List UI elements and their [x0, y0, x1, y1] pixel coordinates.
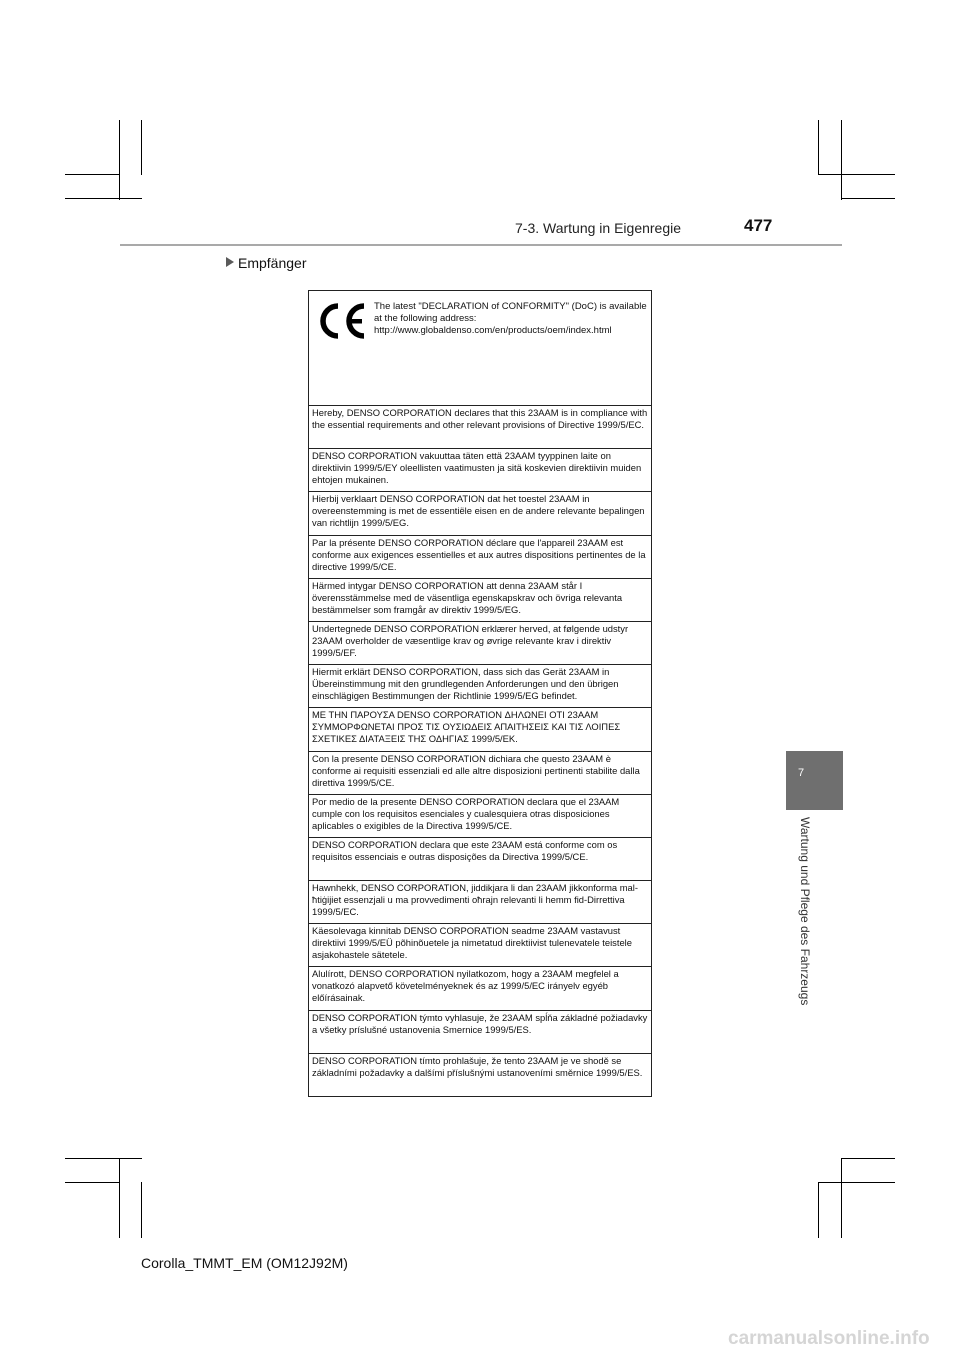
crop-mark [841, 1158, 842, 1238]
crop-mark [841, 198, 895, 199]
ce-mark-icon [319, 302, 367, 340]
chapter-tab [786, 751, 843, 810]
subheading-text: Empfänger [238, 255, 307, 271]
section-title: 7-3. Wartung in Eigenregie [515, 220, 682, 236]
crop-mark [141, 1182, 142, 1238]
declaration-dutch: Hierbij verklaart DENSO CORPORATION dat het toestel 23AAM in overeenstemming is met de essentiële eisen en de andere relevante bepalingen van richtlijn 1999/5/EG. [309, 492, 651, 535]
crop-mark [818, 120, 819, 175]
crop-mark [818, 1182, 819, 1238]
declaration-box [308, 290, 652, 1097]
crop-mark [818, 1182, 895, 1183]
declaration-czech: DENSO CORPORATION tímto prohlašuje, že tento 23AAM je ve shodě se základními požadavky a dalšími příslušnými ustanoveními směrnice 1999/5/ES. [312, 1054, 643, 1078]
declaration-english: Hereby, DENSO CORPORATION declares that this 23AAM is in compliance with the essential requirements and other relevant provisions of Directive 1999/5/EC. [309, 406, 651, 449]
declaration-portuguese: DENSO CORPORATION declara que este 23AAM está conforme com os requisitos essenciais e outras disposições da Directiva 1999/5/CE. [309, 838, 651, 881]
declaration-finnish: DENSO CORPORATION vakuuttaa täten että 23AAM tyyppinen laite on direktiivin 1999/5/EY oleellisten vaatimusten ja sitä koskevien direktiivin muiden ehtojen mukainen. [309, 449, 651, 492]
subheading [226, 255, 306, 271]
page-number: 477 [744, 216, 773, 235]
header-divider [120, 244, 842, 246]
crop-mark [841, 120, 842, 200]
declaration-hungarian: Alulírott, DENSO CORPORATION nyilatkozom, hogy a 23AAM megfelel a vonatkozó alapvető követelményeknek és az 1999/5/EC irányelv egyéb előírásainak. [309, 967, 651, 1010]
declaration-slovak: DENSO CORPORATION týmto vyhlasuje, že 23AAM spĺňa základné požiadavky a všetky príslušné ustanovenia Smernice 1999/5/ES. [309, 1011, 651, 1054]
conformity-notice: The latest "DECLARATION of CONFORMITY" (DoC) is available at the following address: http://www.globaldenso.com/en/products/oem/index.html [374, 301, 647, 336]
watermark: carmanualsonline.info [728, 1328, 930, 1349]
document-id: Corolla_TMMT_EM (OM12J92M) [141, 1255, 348, 1271]
declaration-greek: ΜΕ ΤΗΝ ΠΑΡΟΥΣΑ DENSO CORPORATION ΔΗΛΩΝΕΙ ΟΤΙ 23AAM ΣΥΜΜΟΡΦΩΝΕΤΑΙ ΠΡΟΣ ΤΙΣ ΟΥΣΙΩΔΕΙΣ ΑΠΑΙΤΗΣΕΙΣ ΚΑΙ ΤΙΣ ΛΟΙΠΕΣ ΣΧΕΤΙΚΕΣ ΔΙΑΤΑΞΕΙΣ ΤΗΣ ΟΔΗΓΙΑΣ 1999/5/ΕΚ. [309, 708, 651, 751]
crop-mark [141, 120, 142, 175]
crop-mark [841, 1158, 895, 1159]
declaration-german: Hiermit erklärt DENSO CORPORATION, dass sich das Gerät 23AAM in Übereinstimmung mit den grundlegenden Anforderungen und den übrigen einschlägigen Bestimmungen der Richtlinie 1999/5/EG befindet. [309, 665, 651, 708]
crop-mark [119, 1158, 120, 1238]
declaration-french: Par la présente DENSO CORPORATION déclare que l'appareil 23AAM est conforme aux exigences essentielles et aux autres dispositions pertinentes de la directive 1999/5/CE. [309, 536, 651, 579]
declaration-maltese: Hawnhekk, DENSO CORPORATION, jiddikjara li dan 23AAM jikkonforma mal-ħtiġijiet essenzjali u ma provvedimenti oħrajn relevanti li hemm fid-Dirrettiva 1999/5/EC. [309, 881, 651, 924]
declaration-swedish: Härmed intygar DENSO CORPORATION att denna 23AAM står I överensstämmelse med de väsentliga egenskapskrav och övriga relevanta bestämmelser som framgår av direktiv 1999/5/EG. [309, 579, 651, 622]
crop-mark [65, 1158, 142, 1159]
declaration-spanish: Por medio de la presente DENSO CORPORATION declara que el 23AAM cumple con los requisitos esenciales y cualesquiera otras disposiciones aplicables o exigibles de la Directiva 1999/5/CE. [309, 795, 651, 838]
crop-mark [119, 120, 120, 200]
crop-mark [65, 198, 142, 199]
chapter-number: 7 [798, 767, 805, 779]
crop-mark [65, 174, 120, 175]
conformity-row [309, 291, 651, 406]
crop-mark [65, 1182, 120, 1183]
declaration-estonian: Käesolevaga kinnitab DENSO CORPORATION seadme 23AAM vastavust direktiivi 1999/5/EÜ põhinõuetele ja nimetatud direktiivist tulenevatele teistele asjakohastele sätetele. [309, 924, 651, 967]
declaration-italian: Con la presente DENSO CORPORATION dichiara che questo 23AAM è conforme ai requisiti essenziali ed alle altre disposizioni pertinenti stabilite dalla direttiva 1999/5/CE. [309, 752, 651, 795]
chapter-label: Wartung und Pflege des Fahrzeugs [798, 817, 812, 1006]
crop-mark [818, 174, 895, 175]
declaration-danish: Undertegnede DENSO CORPORATION erklærer herved, at følgende udstyr 23AAM overholder de væsentlige krav og øvrige relevante krav i direktiv 1999/5/EF. [309, 622, 651, 665]
triangle-bullet-icon [226, 257, 234, 267]
